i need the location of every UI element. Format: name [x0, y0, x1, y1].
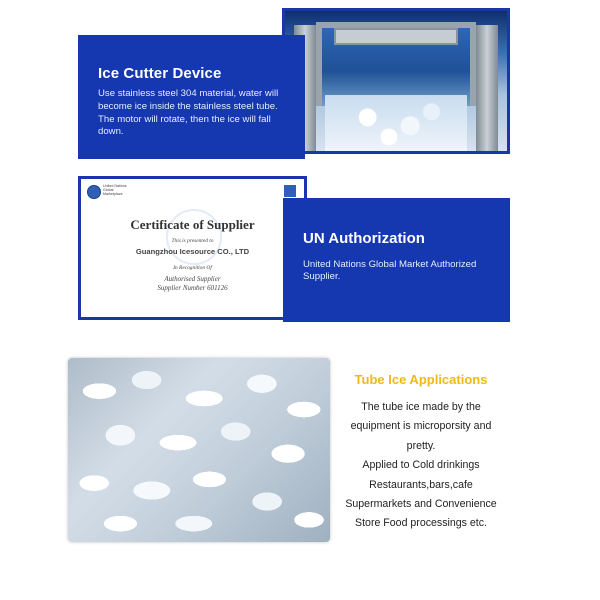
applications-line: Supermarkets and Convenience — [345, 498, 497, 511]
certificate-recognition: In Recognition Of — [173, 265, 212, 271]
applications-line: pretty. — [406, 439, 436, 452]
applications-line: Restaurants,bars,cafe — [369, 478, 473, 491]
un-logo-icon — [87, 185, 101, 199]
applications-line: Store Food processings etc. — [355, 517, 487, 530]
certificate-company: Guangzhou Icesource CO., LTD — [135, 247, 250, 256]
tube-ice-applications — [338, 372, 504, 534]
un-authorization-card — [283, 198, 510, 322]
certificate-authorised: Authorised Supplier — [164, 275, 221, 283]
certificate-supplier-number: Supplier Number 601126 — [157, 284, 228, 292]
certificate-logo-text: United Nations Global Marketplace — [103, 184, 127, 196]
un-emblem-icon — [284, 185, 296, 197]
applications-line: The tube ice made by the — [361, 401, 481, 413]
un-authorization-description: United Nations Global Market Authorized Supplier. — [303, 259, 477, 283]
tube-ice-photo — [68, 358, 330, 542]
certificate-image — [78, 176, 307, 320]
certificate-presented: This is presented to — [171, 238, 214, 244]
ice-cutter-title: Ice Cutter Device — [98, 65, 222, 82]
certificate-title: Certificate of Supplier — [130, 217, 255, 232]
applications-title: Tube Ice Applications — [354, 372, 488, 387]
applications-line: Applied to Cold drinkings — [362, 459, 480, 472]
applications-line: equipment is microporsity and — [350, 420, 492, 433]
ice-cutter-description: Use stainless steel 304 material, water will become ice inside the stainless steel tube. The motor will rotate, then the ice will fall down. — [98, 88, 279, 138]
un-authorization-title: UN Authorization — [303, 230, 425, 247]
ice-cutter-photo — [282, 8, 510, 154]
ice-cutter-card — [78, 35, 305, 159]
